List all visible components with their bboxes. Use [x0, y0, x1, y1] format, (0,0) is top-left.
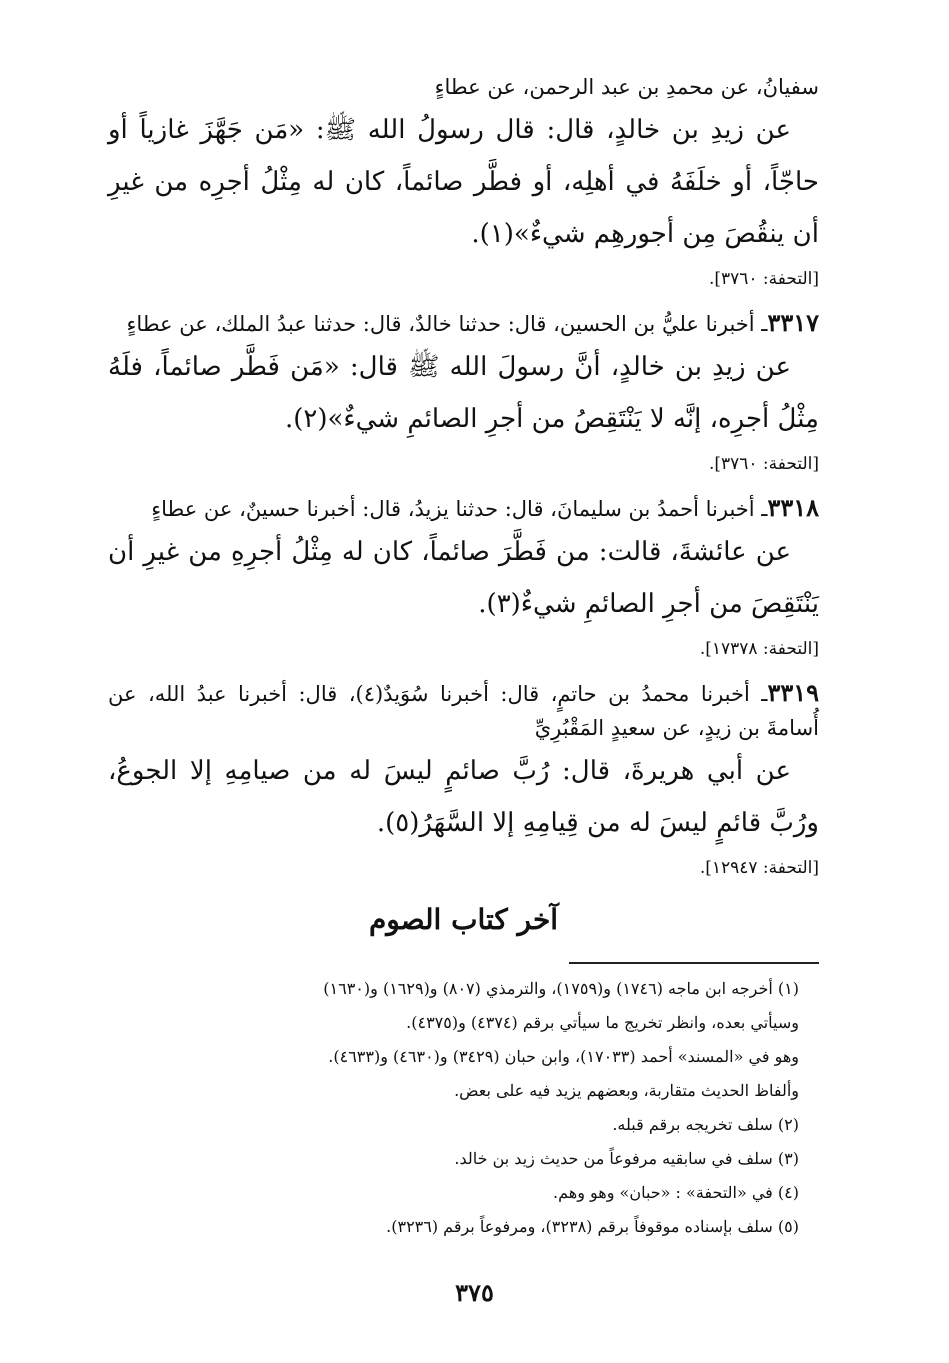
- hadith-number: ٣٣١٨: [767, 493, 819, 522]
- hadith-3316: [108, 70, 819, 292]
- hadith-number: ٣٣١٧: [767, 308, 819, 337]
- isnad-chain: [108, 676, 819, 745]
- isnad-chain: سفيانُ، عن محمدِ بن عبد الرحمن، عن عطاءٍ: [434, 75, 819, 99]
- hadith-text: عن عائشةَ، قالت: من فَطَّرَ صائماً، كان له مِثْلُ أجرِهِ من غيرِ أن يَنْتَقِصَ من أجرِ الصائمِ شيءٌ(٣).: [108, 537, 819, 619]
- footnote-line: (٥) سلف بإسناده موقوفاً برقم (٣٢٣٨)، ومرفوعاً برقم (٣٢٣٦).: [386, 1217, 799, 1236]
- isnad-text: ـ أخبرنا أحمدُ بن سليمانَ، قال: حدثنا يزيدُ، قال: أخبرنا حسينٌ، عن عطاءٍ: [151, 497, 768, 521]
- footnote-line: (١) أخرجه ابن ماجه (١٧٤٦) و(١٧٥٩)، والترمذي (٨٠٧) و(١٦٢٩) و(١٦٣٠): [323, 979, 799, 998]
- footnote-line: (٢) سلف تخريجه برقم قبله.: [612, 1115, 799, 1134]
- footnote-line: (٤) في «التحفة» : «حبان» وهو وهم.: [553, 1183, 799, 1202]
- isnad-chain: [108, 306, 819, 341]
- isnad-text: ـ أخبرنا محمدُ بن حاتمٍ، قال: أخبرنا سُوَيدٌ(٤)، قال: أخبرنا عبدُ الله، عن أُسامةَ بن زيدٍ، عن سعيدٍ المَقْبُرِيِّ: [108, 682, 819, 740]
- hadith-text: عن أبي هريرةَ، قال: رُبَّ صائمٍ ليسَ له من صيامِهِ إلا الجوعُ، ورُبَّ قائمٍ ليسَ له من قِيامِهِ إلا السَّهَرُ(٥).: [108, 756, 819, 838]
- tuhfa-reference: [التحفة: ١٢٩٤٧].: [699, 858, 819, 878]
- tuhfa-reference: [التحفة: ٣٧٦٠].: [708, 269, 819, 289]
- tuhfa-reference: [التحفة: ١٧٣٧٨].: [699, 639, 819, 659]
- page-number: ٣٧٥: [455, 1278, 494, 1307]
- hadith-text: عن زيدِ بن خالدٍ، قال: قال رسولُ الله ﷺ: «مَن جَهَّزَ غازياً أو حاجّاً، أو خلَفَهُ في أهلِه، أو فطَّر صائماً، كان له مِثْلُ أجرِه من غيرِ أن ينقُصَ مِن أجورهِم شيءٌ»(١).: [108, 115, 819, 249]
- isnad-text: ـ أخبرنا عليُّ بن الحسين، قال: حدثنا خالدٌ، قال: حدثنا عبدُ الملك، عن عطاءٍ: [126, 312, 768, 336]
- hadith-text: عن زيدِ بن خالدٍ، أنَّ رسولَ الله ﷺ قال: «مَن فَطَّر صائماً، فلَهُ مِثْلُ أجرِه، إنَّه لا يَنْتَقِصُ من أجرِ الصائمِ شيءٌ»(٢).: [108, 352, 819, 434]
- footnote-line: وهو في «المسند» أحمد (١٧٠٣٣)، وابن حبان (٣٤٢٩) و(٤٦٣٠) و(٤٦٣٣).: [328, 1047, 799, 1066]
- footnote-line: وسيأتي بعده، وانظر تخريج ما سيأتي برقم (٤٣٧٤) و(٤٣٧٥).: [406, 1013, 799, 1032]
- tuhfa-reference: [التحفة: ٣٧٦٠].: [708, 454, 819, 474]
- footnotes: [108, 972, 819, 1244]
- footnote-line: (٣) سلف في سابقيه مرفوعاً من حديث زيد بن خالد.: [454, 1149, 799, 1168]
- isnad-chain: [108, 491, 819, 526]
- hadith-3319: [108, 676, 819, 881]
- hadith-3318: [108, 491, 819, 662]
- footnote-separator: [569, 962, 819, 964]
- chapter-end-title: آخر كتاب الصوم: [368, 903, 559, 936]
- hadith-number: ٣٣١٩: [767, 678, 819, 707]
- footnote-line: وألفاظ الحديث متقاربة، وبعضهم يزيد فيه على بعض.: [454, 1081, 799, 1100]
- hadith-3317: [108, 306, 819, 477]
